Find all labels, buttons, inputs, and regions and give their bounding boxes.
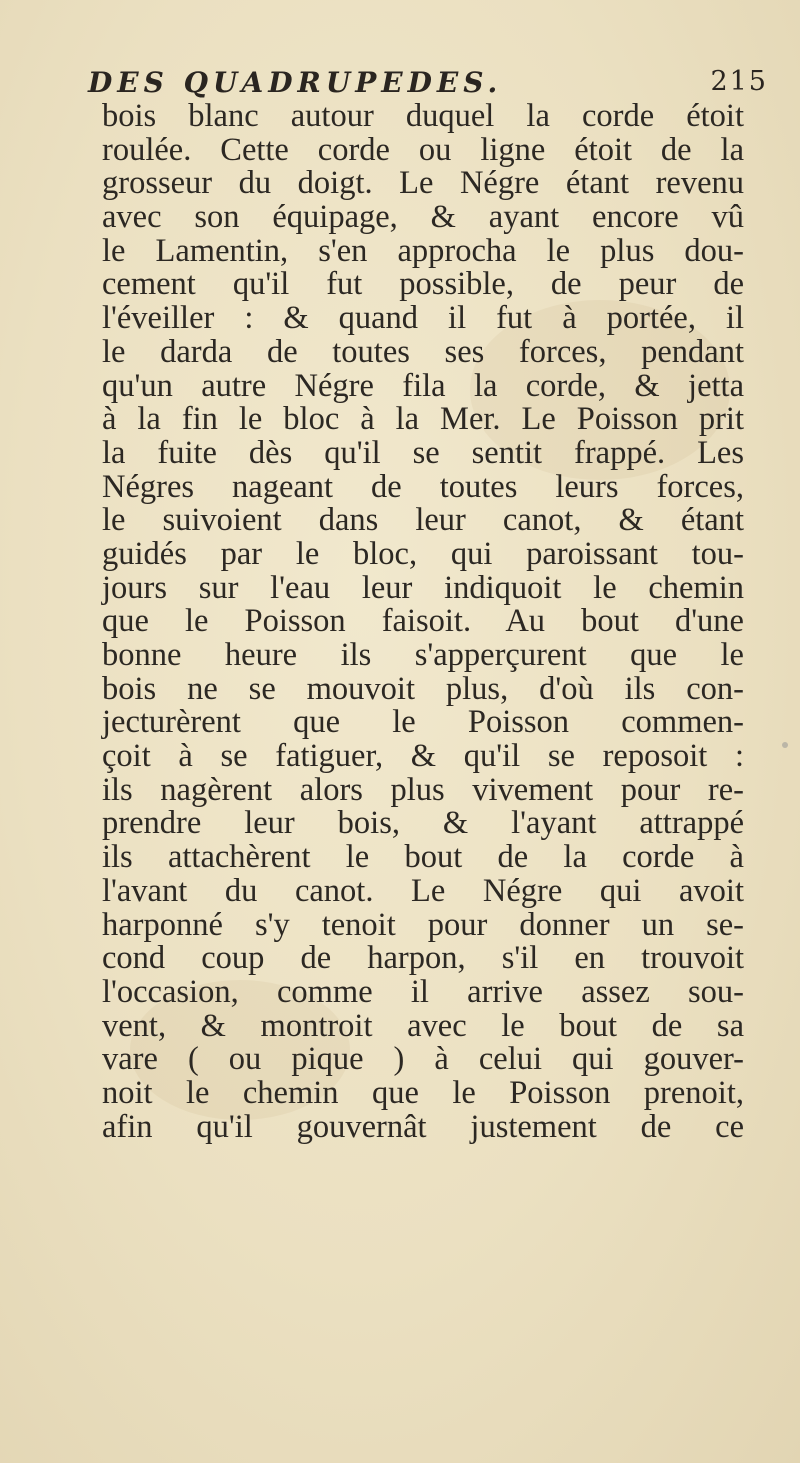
text-line: le Lamentin, s'en approcha le plus dou-: [102, 232, 744, 269]
text-line: le suivoient dans leur canot, & étant: [102, 502, 744, 539]
text-line: bonne heure ils s'apperçurent que le: [102, 637, 744, 673]
text-line: guidés par le bloc, qui paroissant tou-: [102, 535, 744, 572]
text-line: cement qu'il fut possible, de peur de: [102, 266, 744, 303]
text-line: l'avant du canot. Le Négre qui avoit: [102, 872, 744, 909]
text-line: jours sur l'eau leur indiquoit le chemin: [102, 569, 744, 606]
text-line: ils attachèrent le bout de la corde à: [102, 839, 744, 876]
text-line: noit le chemin que le Poisson prenoit,: [102, 1074, 744, 1111]
text-line: harponné s'y tenoit pour donner un se-: [102, 906, 744, 943]
text-line: la fuite dès qu'il se sentit frappé. Les: [102, 434, 744, 471]
text-line: avec son équipage, & ayant encore vû: [102, 199, 744, 236]
text-line: bois ne se mouvoit plus, d'où ils con-: [102, 670, 744, 707]
text-line: à la fin le bloc à la Mer. Le Poisson prit: [102, 401, 744, 438]
text-line: bois blanc autour duquel la corde étoit: [102, 98, 744, 134]
text-line: l'éveiller : & quand il fut à portée, il: [102, 300, 744, 337]
text-line: afin qu'il gouvernât justement de ce: [102, 1108, 744, 1145]
text-line: çoit à se fatiguer, & qu'il se reposoit :: [102, 738, 744, 775]
page-number: 215: [710, 66, 768, 97]
text-line: que le Poisson faisoit. Au bout d'une: [102, 603, 744, 640]
text-line: roulée. Cette corde ou ligne étoit de la: [102, 131, 744, 168]
margin-dot: [782, 742, 788, 748]
running-title: DES QUADRUPEDES.: [88, 66, 503, 99]
text-line: le darda de toutes ses forces, pendant: [102, 333, 744, 370]
text-line: prendre leur bois, & l'ayant attrappé: [102, 805, 744, 842]
text-line: ils nagèrent alors plus vivement pour re-: [102, 771, 744, 808]
text-line: jecturèrent que le Poisson commen-: [102, 704, 744, 741]
text-line: l'occasion, comme il arrive assez sou-: [102, 973, 744, 1010]
text-line: qu'un autre Négre fila la corde, & jetta: [102, 367, 744, 404]
text-line: vare ( ou pique ) à celui qui gouver-: [102, 1041, 744, 1078]
text-line: Négres nageant de toutes leurs forces,: [102, 468, 744, 505]
text-line: grosseur du doigt. Le Négre étant revenu: [102, 165, 744, 202]
text-line: vent, & montroit avec le bout de sa: [102, 1007, 744, 1044]
text-line: cond coup de harpon, s'il en trouvoit: [102, 940, 744, 977]
body-text: [102, 100, 744, 1144]
